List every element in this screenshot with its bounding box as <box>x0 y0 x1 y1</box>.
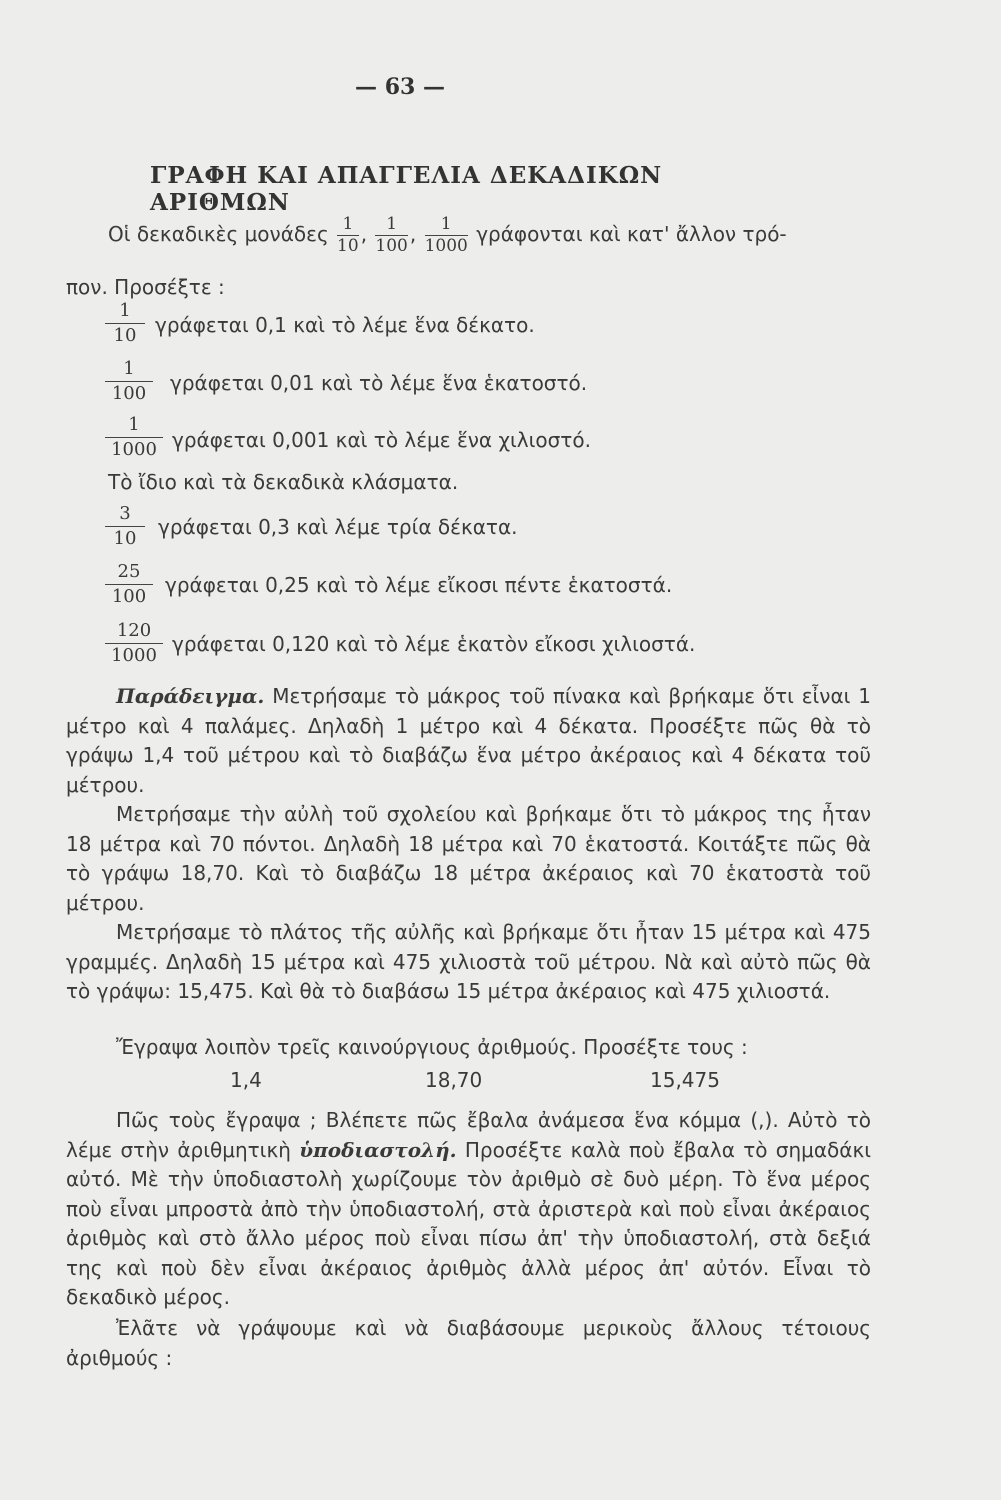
intro-line: Οἱ δεκαδικὲς μονάδες $\frac{1}{10}$ , $\frac{1}{100}$ , $\frac{1}{1000}$ γράφονται καὶ κατ' ἄλλον τρό- <box>108 214 787 256</box>
paragraph-text: Μετρήσαμε τὸ μάκρος τοῦ πίνακα καὶ βρήκαμε ὅτι εἶναι 1 μέτρο καὶ 4 παλάμες. Δηλαδὴ 1 μέτρο καὶ 4 δέκατα. Προσέξτε πῶς θὰ τὸ γράψω 1,4 τοῦ μέτρου καὶ τὸ διαβάζω ἕνα μέτρο ἀκέραιος καὶ 4 δέκατα τοῦ μέτρου. <box>66 684 871 797</box>
fraction <box>105 622 163 665</box>
numerator: 1 <box>123 358 135 379</box>
fraction <box>105 563 153 606</box>
example-paragraph-2: Μετρήσαμε τὴν αὐλὴ τοῦ σχολείου καὶ βρήκαμε ὅτι τὸ μάκρος της ἦταν 18 μέτρα καὶ 70 πόντοι. Δηλαδὴ 18 μέτρα καὶ 70 ἑκατοστά. Κοιτάξτε πῶς θὰ τὸ γράψω 18,70. Καὶ τὸ διαβάζω 18 μέτρα ἀκέραιος καὶ 70 ἑκατοστὰ τοῦ μέτρου. <box>66 802 871 915</box>
decimal-number: 15,475 <box>650 1068 720 1092</box>
example-paragraph-3: Μετρήσαμε τὸ πλάτος τῆς αὐλῆς καὶ βρήκαμε ὅτι ἦταν 15 μέτρα καὶ 475 γραμμές. Δηλαδὴ 15 μέτρα καὶ 475 χιλιοστὰ τοῦ μέτρου. Νὰ καὶ αὐτὸ πῶς θὰ τὸ γράψω: 15,475. Καὶ θὰ τὸ διαβάσω 15 μέτρα ἀκέραιος καὶ 475 χιλιοστά. <box>66 920 871 1003</box>
fraction-description: γράφεται 0,25 καὶ τὸ λέμε εἴκοσι πέντε ἑκατοστά. <box>165 573 673 597</box>
intro-line-2: πον. Προσέξτε : <box>66 275 225 299</box>
denominator: 1000 <box>105 643 163 665</box>
numerator: 25 <box>117 561 141 582</box>
page-title: ΓΡΑΦΗ ΚΑΙ ΑΠΑΓΓΕΛΙΑ ΔΕΚΑΔΙΚΩΝ ΑΡΙΘΜΩΝ <box>150 162 663 216</box>
numerator: 120 <box>116 620 152 641</box>
fraction-inline <box>375 216 407 255</box>
fraction-inline <box>425 216 468 255</box>
fraction-description: γράφεται 0,1 καὶ τὸ λέμε ἕνα δέκατο. <box>155 313 535 337</box>
term-decimal-point: ὑποδιαστολή. <box>299 1137 457 1162</box>
example-paragraph-4: Ἔγραψα λοιπὸν τρεῖς καινούργιους ἀριθμούς. Προσέξτε τους : <box>116 1035 748 1059</box>
numerator: 1 <box>386 214 398 234</box>
numerator: 1 <box>119 300 131 321</box>
example-paragraph-1 <box>66 682 871 800</box>
fraction <box>105 416 163 459</box>
paragraph-text: Πῶς τοὺς ἔγραψα ; Βλέπετε πῶς ἔβαλα ἀνάμεσα ἕνα κόμμα (,). Αὐτὸ τὸ λέμε στὴν ἀριθμητικὴ <box>66 1108 871 1162</box>
numerator: 1 <box>440 214 452 234</box>
intro-prefix: Οἱ δεκαδικὲς μονάδες <box>108 222 329 246</box>
denominator: 10 <box>337 236 359 256</box>
decimal-number: 1,4 <box>230 1068 262 1092</box>
paragraph-text: Προσέξτε καλὰ ποὺ ἔβαλα τὸ σημαδάκι αὐτό. Μὲ τὴν ὑποδιαστολὴ χωρίζουμε τὸν ἀριθμὸ σὲ δυὸ μέρη. Τὸ ἕνα μέρος ποὺ εἶναι μπροστὰ ἀπὸ τὴν ὑποδιαστολή, στὰ ἀριστερὰ καὶ ποὺ εἶναι ἀκέραιος ἀριθμὸς καὶ στὸ ἄλλο μέρος ποὺ εἶναι πίσω ἀπ' τὴν ὑποδιαστολή, στὰ δεξιά της καὶ ποὺ δὲν εἶναι ἀκέραιος ἀριθμὸς ἀλλὰ μέρος ἀπ' αὐτόν. Εἶναι τὸ δεκαδικὸ μέρος. <box>66 1137 872 1309</box>
explanation-paragraph <box>66 1106 871 1313</box>
numerator: 1 <box>342 214 354 234</box>
page-number: — 63 — <box>355 74 445 100</box>
example-label: Παράδειγμα. <box>116 684 265 708</box>
fraction <box>105 505 145 548</box>
denominator: 100 <box>375 236 408 256</box>
denominator: 100 <box>105 584 153 606</box>
intro-suffix: γράφονται καὶ κατ' ἄλλον τρό- <box>476 222 787 246</box>
denominator: 10 <box>105 323 145 345</box>
denominator: 100 <box>105 381 153 403</box>
denominator: 1000 <box>424 236 468 256</box>
fraction-description: γράφεται 0,120 καὶ τὸ λέμε ἑκατὸν εἴκοσι χιλιοστά. <box>172 632 696 656</box>
numerator: 3 <box>119 503 131 524</box>
decimal-number: 18,70 <box>425 1068 483 1092</box>
fraction-description: γράφεται 0,001 καὶ τὸ λέμε ἕνα χιλιοστό. <box>172 428 591 452</box>
fraction-description: γράφεται 0,01 καὶ τὸ λέμε ἕνα ἑκατοστό. <box>170 371 588 395</box>
same-for-fractions-line: Τὸ ἴδιο καὶ τὰ δεκαδικὰ κλάσματα. <box>108 470 459 494</box>
closing-paragraph: Ἐλᾶτε νὰ γράψουμε καὶ νὰ διαβάσουμε μερικοὺς ἄλλους τέτοιους ἀριθμούς : <box>66 1316 871 1370</box>
fraction-inline <box>337 216 359 255</box>
denominator: 10 <box>105 526 145 548</box>
denominator: 1000 <box>105 437 163 459</box>
fraction <box>105 302 145 345</box>
numerator: 1 <box>128 414 140 435</box>
fraction-description: γράφεται 0,3 καὶ λέμε τρία δέκατα. <box>158 515 518 539</box>
fraction <box>105 360 153 403</box>
